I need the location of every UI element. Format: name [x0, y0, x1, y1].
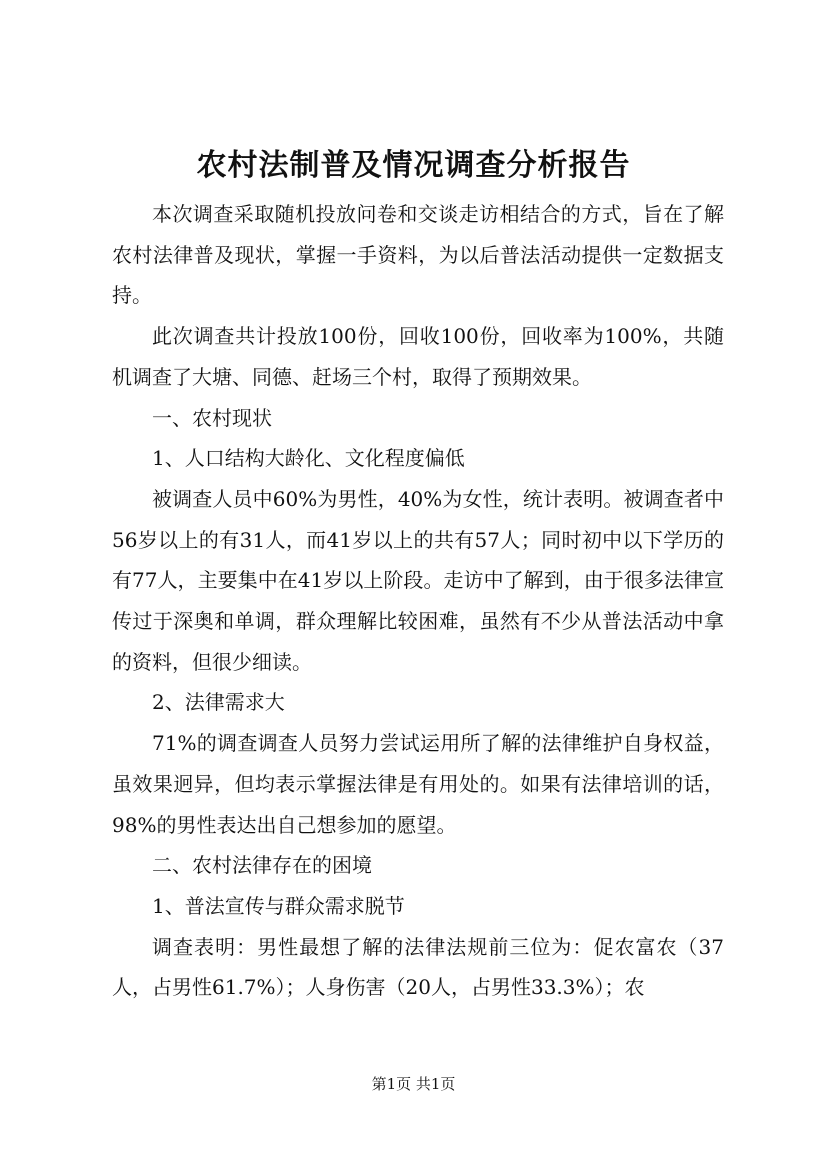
paragraph-survey-findings: 调查表明：男性最想了解的法律法规前三位为：促农富农（37人，占男性61.7%）；人身伤害（20人，占男性33.3%）；农: [112, 934, 724, 1000]
paragraph-population-details: 被调查人员中60%为男性，40%为女性，统计表明。被调查者中56岁以上的有31人，而41岁以上的共有57人；同时初中以下学历的有77人，主要集中在41岁以上阶段。走访中了解到，由于很多法律宣传过于深奥和单调，群众理解比较困难，虽然有不少从普法活动中拿的资料，但很少细读。: [112, 486, 724, 674]
subheading-legal-demand: 2、法律需求大: [152, 690, 285, 715]
subheading-publicity-gap: 1、普法宣传与群众需求脱节: [152, 893, 405, 918]
subheading-population-structure: 1、人口结构大龄化、文化程度偏低: [152, 446, 465, 471]
document-body: [112, 194, 724, 1008]
page-footer: 第1页 共1页: [371, 1075, 456, 1093]
section-heading-rural-status: 一、农村现状: [152, 405, 272, 430]
paragraph-intro: 本次调查采取随机投放问卷和交谈走访相结合的方式，旨在了解农村法律普及现状，掌握一手资料，为以后普法活动提供一定数据支持。: [112, 202, 724, 308]
section-heading-rural-legal-dilemma: 二、农村法律存在的困境: [152, 853, 372, 878]
paragraph-survey-stats: 此次调查共计投放100份，回收100份，回收率为100%，共随机调查了大塘、同德、赶场三个村，取得了预期效果。: [112, 324, 724, 389]
paragraph-legal-demand-details: 71%的调查调查人员努力尝试运用所了解的法律维护自身权益，虽效果迥异，但均表示掌握法律是有用处的。如果有法律培训的话，98%的男性表达出自己想参加的愿望。: [112, 731, 724, 837]
document-title: 农村法制普及情况调查分析报告: [196, 148, 631, 183]
